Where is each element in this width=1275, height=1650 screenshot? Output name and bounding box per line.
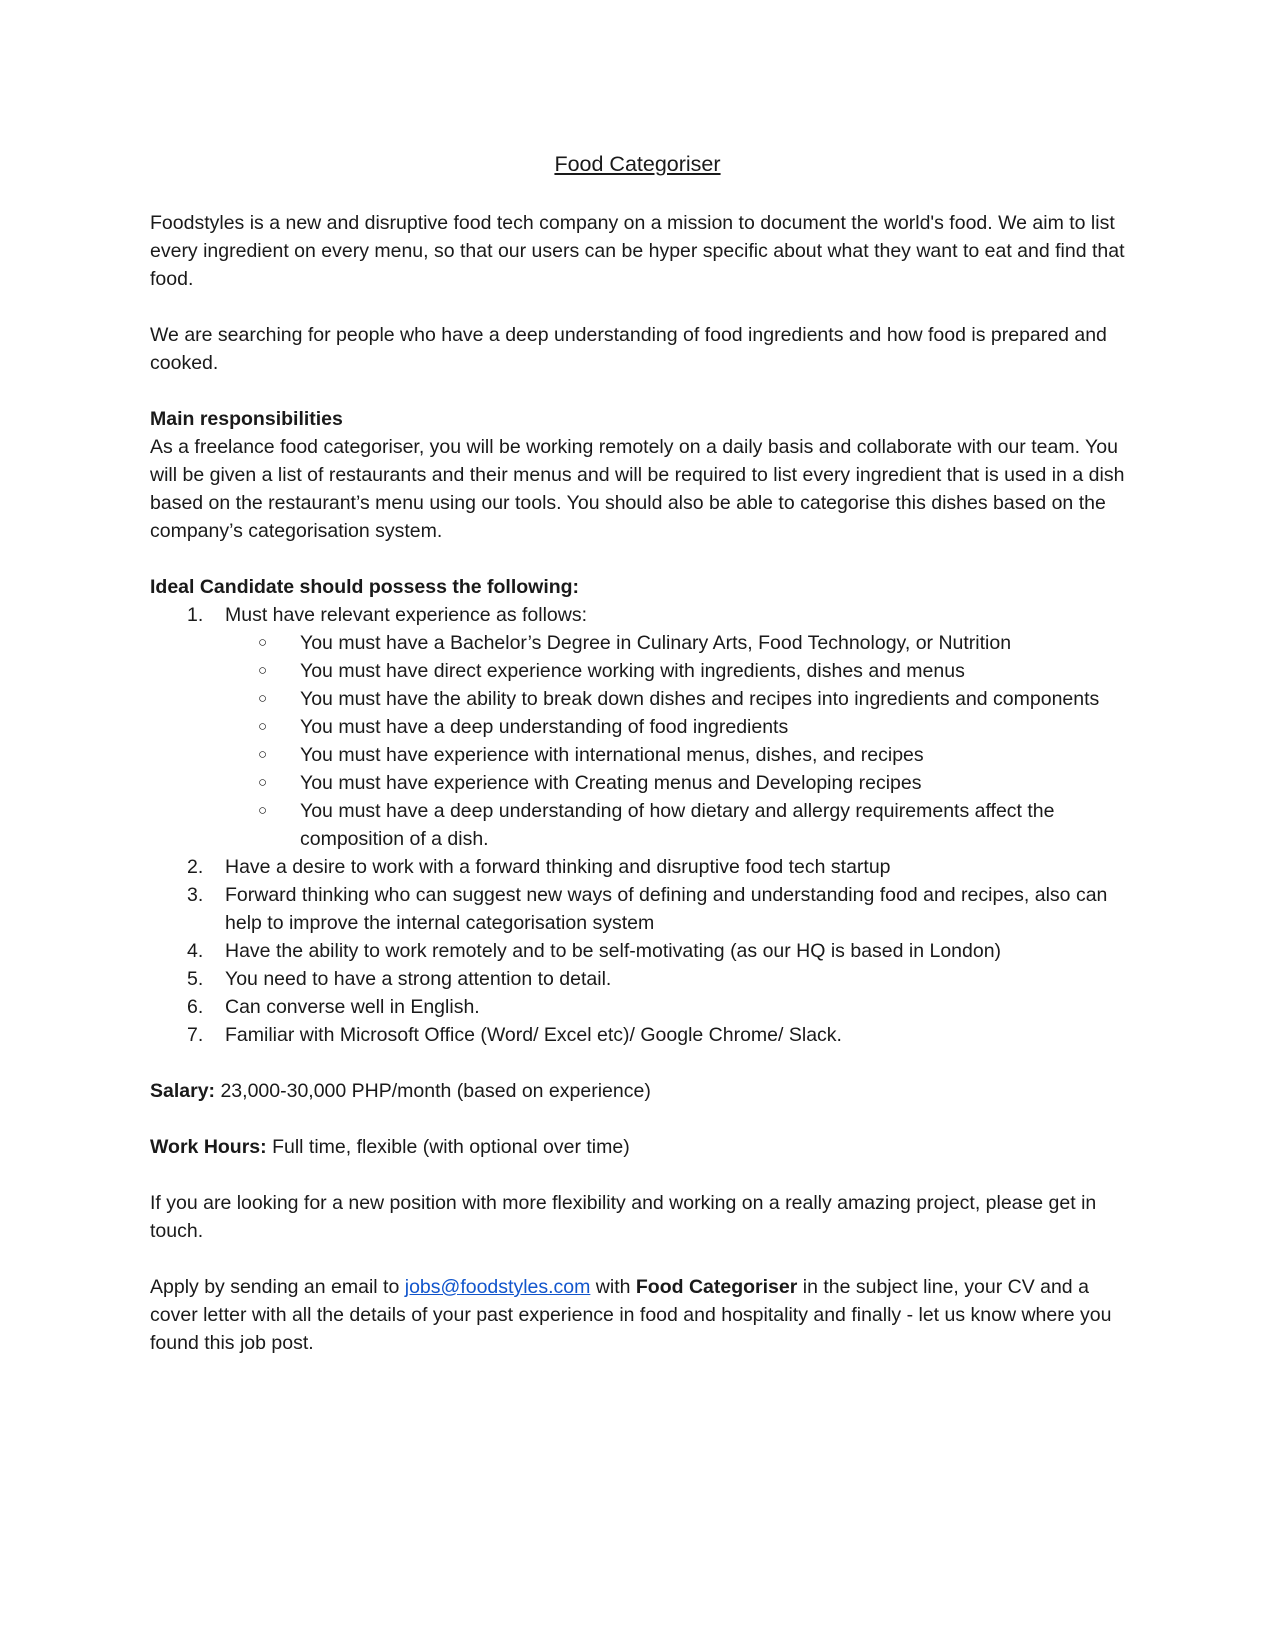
sub-requirement-text: You must have a deep understanding of how dietary and allergy requirements affect the composition of a dish. xyxy=(300,800,1055,850)
requirement-item xyxy=(150,993,1125,1021)
requirement-number: 4. xyxy=(187,940,204,962)
requirement-item xyxy=(150,881,1125,937)
apply-middle: with xyxy=(590,1276,636,1298)
apply-paragraph xyxy=(150,1273,1125,1357)
apply-prefix: Apply by sending an email to xyxy=(150,1276,405,1298)
salary-value: 23,000-30,000 PHP/month (based on experience) xyxy=(215,1080,651,1102)
requirement-text: Must have relevant experience as follows: xyxy=(225,604,588,626)
page-title: Food Categoriser xyxy=(554,152,721,176)
intro-paragraph-1: Foodstyles is a new and disruptive food tech company on a mission to document the world's food. We aim to list every ingredient on every menu, so that our users can be hyper specific about what they want to eat and find that food. xyxy=(150,212,1125,290)
requirement-item xyxy=(150,601,1125,853)
requirement-item xyxy=(150,937,1125,965)
salary-label: Salary: xyxy=(150,1080,216,1102)
ideal-candidate-heading: Ideal Candidate should possess the following: xyxy=(150,576,580,598)
sub-requirement-item xyxy=(225,713,1125,741)
work-hours-value: Full time, flexible (with optional over time) xyxy=(266,1136,630,1158)
sub-requirement-text: You must have the ability to break down dishes and recipes into ingredients and components xyxy=(300,688,1100,710)
requirement-item xyxy=(150,1021,1125,1049)
sub-requirement-text: You must have experience with Creating menus and Developing recipes xyxy=(300,772,922,794)
requirement-number: 7. xyxy=(187,1024,204,1046)
apply-suffix: in the subject line, your CV and a cover letter with all the details of your past experience in food and hospitality and finally - let us know where you found this job post. xyxy=(150,1276,1112,1354)
work-hours-label: Work Hours: xyxy=(150,1136,267,1158)
hollow-bullet-icon: ○ xyxy=(257,662,268,679)
responsibilities-section xyxy=(150,405,1125,545)
requirement-text: Forward thinking who can suggest new ways of defining and understanding food and recipes, also can help to improve the internal categorisation system xyxy=(225,884,1108,934)
ideal-candidate-section xyxy=(150,573,1125,1049)
sub-requirement-text: You must have direct experience working with ingredients, dishes and menus xyxy=(300,660,965,682)
sub-requirement-text: You must have a deep understanding of food ingredients xyxy=(300,716,789,738)
work-hours-line xyxy=(150,1133,1125,1161)
requirement-item xyxy=(150,853,1125,881)
closing-paragraph: If you are looking for a new position with more flexibility and working on a really amazing project, please get in touch. xyxy=(150,1192,1097,1242)
hollow-bullet-icon: ○ xyxy=(257,690,268,707)
responsibilities-heading: Main responsibilities xyxy=(150,408,343,430)
document-body xyxy=(150,150,1125,1385)
requirement-text: Have the ability to work remotely and to be self-motivating (as our HQ is based in London) xyxy=(225,940,1002,962)
email-link[interactable]: jobs@foodstyles.com xyxy=(404,1276,591,1298)
requirements-list xyxy=(150,601,1125,1049)
hollow-bullet-icon: ○ xyxy=(257,718,268,735)
responsibilities-text: As a freelance food categoriser, you will be working remotely on a daily basis and collaborate with our team. You will be given a list of restaurants and their menus and will be required to list every ingredient that is used in a dish based on the restaurant’s menu using our tools. You should also be able to categorise this dishes based on the company’s categorisation system. xyxy=(150,436,1125,542)
requirement-number: 6. xyxy=(187,996,204,1018)
requirement-number: 2. xyxy=(187,856,204,878)
sub-requirement-text: You must have experience with international menus, dishes, and recipes xyxy=(300,744,924,766)
requirement-text: You need to have a strong attention to detail. xyxy=(225,968,612,990)
hollow-bullet-icon: ○ xyxy=(257,802,268,819)
sub-requirement-item xyxy=(225,797,1125,853)
requirement-number: 1. xyxy=(187,604,204,626)
requirement-item xyxy=(150,965,1125,993)
sub-requirement-text: You must have a Bachelor’s Degree in Culinary Arts, Food Technology, or Nutrition xyxy=(300,632,1012,654)
sub-requirement-item xyxy=(225,685,1125,713)
sub-requirement-item xyxy=(225,657,1125,685)
salary-line xyxy=(150,1077,1125,1105)
sub-requirement-item xyxy=(225,769,1125,797)
hollow-bullet-icon: ○ xyxy=(257,634,268,651)
sub-requirement-item xyxy=(225,741,1125,769)
sub-requirement-item xyxy=(225,629,1125,657)
requirement-number: 3. xyxy=(187,884,204,906)
requirement-text: Familiar with Microsoft Office (Word/ Excel etc)/ Google Chrome/ Slack. xyxy=(225,1024,842,1046)
requirement-text: Have a desire to work with a forward thinking and disruptive food tech startup xyxy=(225,856,891,878)
requirement-number: 5. xyxy=(187,968,204,990)
hollow-bullet-icon: ○ xyxy=(257,774,268,791)
requirement-text: Can converse well in English. xyxy=(225,996,480,1018)
experience-sublist xyxy=(225,629,1125,853)
intro-paragraph-2: We are searching for people who have a deep understanding of food ingredients and how food is prepared and cooked. xyxy=(150,324,1107,374)
hollow-bullet-icon: ○ xyxy=(257,746,268,763)
apply-subject: Food Categoriser xyxy=(635,1276,798,1298)
